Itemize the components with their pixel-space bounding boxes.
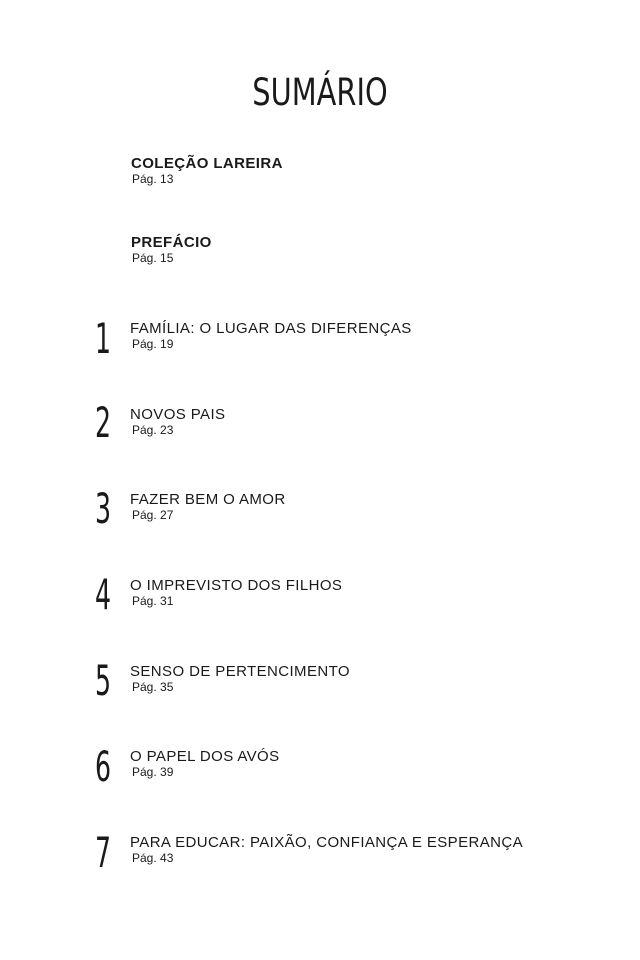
chapter-number: 7 [94, 828, 112, 877]
toc-entry-page: Pág. 31 [132, 594, 174, 608]
chapter-number: 3 [94, 484, 112, 533]
chapter-number: 6 [94, 742, 112, 791]
toc-entry-page: Pág. 43 [132, 851, 174, 865]
page-title: SUMÁRIO [252, 71, 388, 114]
toc-entry-label: PARA EDUCAR: PAIXÃO, CONFIANÇA E ESPERANÇA [130, 834, 524, 851]
toc-entry-page: Pág. 39 [132, 765, 174, 779]
chapter-number: 2 [94, 398, 112, 447]
chapter-number: 1 [94, 314, 112, 363]
toc-entry-page: Pág. 13 [132, 172, 174, 186]
toc-entry-prefacio[interactable] [131, 234, 611, 266]
toc-entry-chapter-6[interactable] [131, 748, 611, 780]
toc-entry-colecao-lareira[interactable] [131, 155, 611, 187]
toc-entry-label: O IMPREVISTO DOS FILHOS [130, 577, 343, 594]
toc-entry-label: FAMÍLIA: O LUGAR DAS DIFERENÇAS [130, 320, 412, 337]
toc-entry-chapter-4[interactable] [131, 577, 611, 609]
toc-entry-chapter-2[interactable] [131, 406, 611, 438]
toc-entry-label: O PAPEL DOS AVÓS [130, 748, 280, 765]
toc-entry-page: Pág. 19 [132, 337, 174, 351]
chapter-number: 4 [94, 570, 112, 619]
toc-entry-label: COLEÇÃO LAREIRA [131, 155, 283, 172]
chapter-number: 5 [94, 656, 112, 705]
toc-entry-chapter-1[interactable] [131, 320, 611, 352]
toc-entry-label: PREFÁCIO [131, 234, 212, 251]
toc-entry-page: Pág. 15 [132, 251, 174, 265]
toc-entry-page: Pág. 35 [132, 680, 174, 694]
toc-entry-page: Pág. 23 [132, 423, 174, 437]
toc-entry-label: FAZER BEM O AMOR [130, 491, 286, 508]
toc-entry-chapter-5[interactable] [131, 663, 611, 695]
toc-entry-chapter-7[interactable] [131, 834, 611, 866]
toc-entry-label: NOVOS PAIS [130, 406, 226, 423]
toc-entry-page: Pág. 27 [132, 508, 174, 522]
toc-entry-label: SENSO DE PERTENCIMENTO [130, 663, 350, 680]
toc-entry-chapter-3[interactable] [131, 491, 611, 523]
